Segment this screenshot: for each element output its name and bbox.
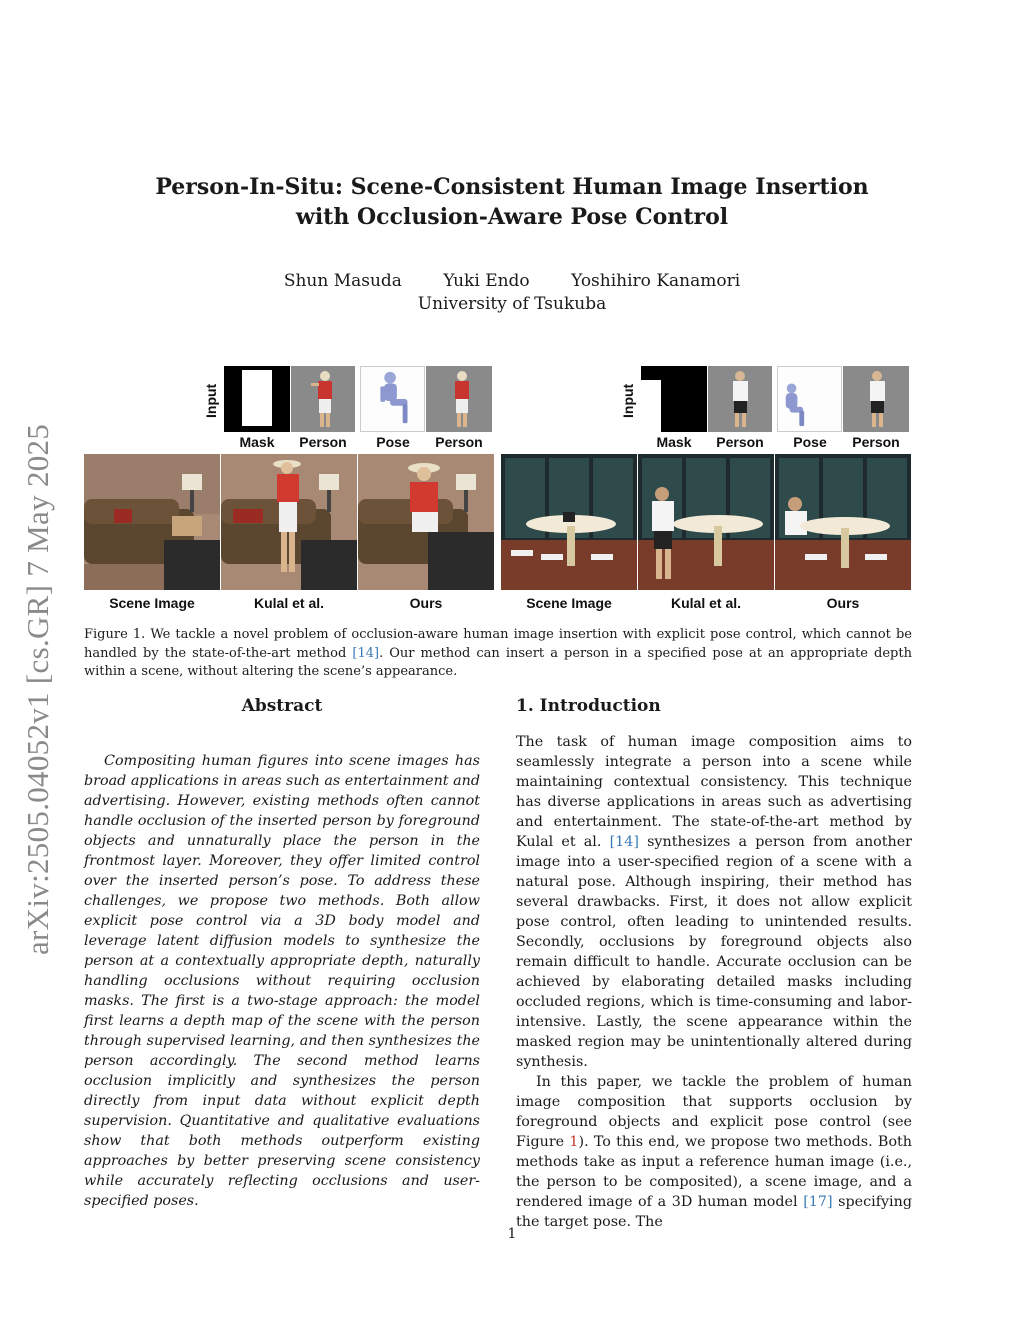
pose-image-right [777,366,842,432]
person-image-left-2 [426,366,492,432]
person-image-right-2 [843,366,909,432]
author-names [120,270,904,293]
label-mask-left: Mask [239,434,275,450]
label-pose-right: Pose [793,434,827,450]
figure-ref-link[interactable]: 1 [569,1134,579,1150]
title-line-2: with Occlusion-Aware Pose Control [295,204,729,230]
label-scene-right: Scene Image [526,595,612,611]
caption-text: . Our method can insert a person in a specified pose at an appropriate depth within a scene, without altering the scene’s appearance. [84,645,912,679]
caption-text: Figure 1. We tackle a novel problem of occlusion-aware human image insertion with explicit pose control, which cannot be handled by the state-of-the-art method [84,627,912,661]
label-person-left-2: Person [435,434,483,450]
intro-paragraph-1 [516,732,912,1072]
label-person-right: Person [716,434,764,450]
ours-result-left [358,454,495,590]
abstract-heading: Abstract [241,696,323,716]
person-image-right [708,366,772,432]
label-pose-left: Pose [376,434,410,450]
label-kulal-right: Kulal et al. [670,595,742,611]
input-label-left: Input [203,383,219,418]
intro-text: ). To this end, we propose two methods. Both methods take as input a reference human image (i.e., the person to be composited), a scene image, and a rendered image of a 3D human model [516,1134,912,1210]
label-person-right-2: Person [852,434,900,450]
pose-image-left [360,366,425,432]
citation-link[interactable]: [14] [609,834,639,850]
kulal-result-left [221,454,358,590]
input-label-right: Input [620,383,636,418]
introduction-heading: 1. Introduction [516,696,661,716]
label-ours-right: Ours [826,595,860,611]
intro-paragraph-2 [516,1072,912,1232]
citation-link[interactable]: [14] [352,645,380,661]
label-kulal-left: Kulal et al. [253,595,325,611]
arxiv-stamp: arXiv:2505.04052v1 [cs.GR] 7 May 2025 [20,423,55,955]
scene-image-right [501,454,638,590]
page-number: 1 [507,1226,517,1242]
person-image-left [291,366,355,432]
mask-image-right [641,366,707,432]
author-name: Shun Masuda [283,271,402,291]
ours-result-right [775,454,912,590]
author-name: Yoshihiro Kanamori [571,271,741,291]
intro-text: specifying the target pose. The [516,1194,912,1230]
author-name: Yuki Endo [443,271,530,291]
label-ours-left: Ours [409,595,443,611]
label-scene-left: Scene Image [109,595,195,611]
introduction-body [516,732,912,1232]
affiliation: University of Tsukuba [417,294,607,314]
mask-image-left [224,366,290,432]
intro-text: The task of human image composition aims to seamlessly integrate a person into a scene while maintaining contextual consistency. This technique has diverse applications in areas such as advertising and entertainment. The state-of-the-art method by Kulal et al. [516,734,912,850]
abstract-body: Compositing human figures into scene images has broad applications in areas such as entertainment and advertising. However, existing methods often cannot handle occlusion of the inserted person by foreground objects and unnaturally place the person in the frontmost layer. Moreover, they offer limited control over the inserted person’s pose. To address these challenges, we propose two methods. Both allow explicit pose control via a 3D body model and leverage latent diffusion models to synthesize the person at a contextually appropriate depth, naturally handling occlusions without requiring occlusion masks. The first is a two-stage approach: the model first learns a depth map of the scene with the person through supervised learning, and then synthesizes the person accordingly. The second method learns occlusion implicitly and synthesizes the person directly from input data without explicit depth supervision. Quantitative and qualitative evaluations show that both methods outperform existing approaches by better preserving scene consistency while accurately reflecting occlusions and user-specified poses. [84,753,480,1209]
intro-text: synthesizes a person from another image into a user-specified region of a scene with a natural pose. Although inspiring, their method has several drawbacks. First, it does not allow explicit pose control, often leading to unintended results. Secondly, occlusions by foreground objects also remain difficult to handle. Accurate occlusion can be achieved by elaborating detailed masks including occluded regions, which is time-consuming and labor-intensive. Lastly, the scene appearance within the masked region may be unintentionally altered during synthesis. [516,834,913,1070]
intro-text: In this paper, we tackle the problem of human image composition that supports occlusion by foreground objects and explicit pose control (see Figure [516,1074,912,1150]
title-line-1: Person-In-Situ: Scene-Consistent Human Image Insertion [155,174,869,200]
citation-link[interactable]: [17] [803,1194,833,1210]
paper-title [120,172,904,232]
kulal-result-right [638,454,775,590]
scene-image-left [84,454,221,590]
label-mask-right: Mask [656,434,692,450]
figure-caption [84,626,912,682]
authors-block [120,270,904,316]
label-person-left: Person [299,434,347,450]
